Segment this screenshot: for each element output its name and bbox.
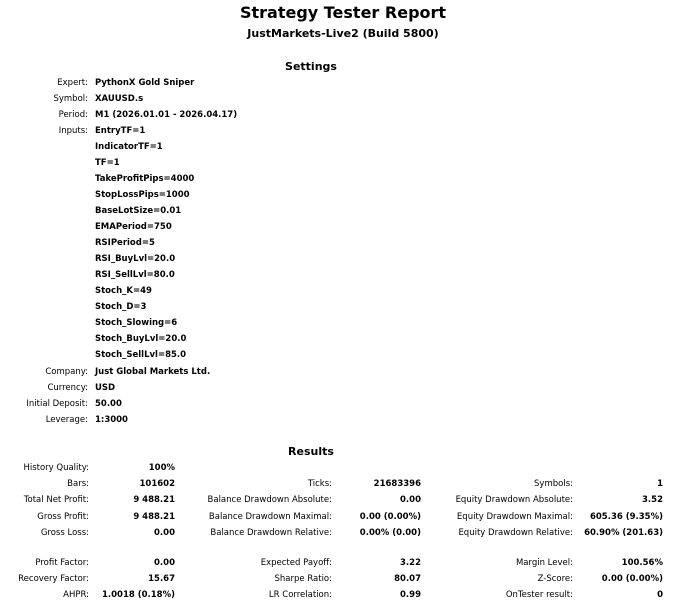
result-label: Equity Drawdown Relative: bbox=[458, 528, 573, 538]
result-label: Z-Score: bbox=[537, 574, 573, 584]
result-value: 0.00 bbox=[400, 495, 421, 505]
result-value: 60.90% (201.63) bbox=[584, 528, 663, 538]
currency-label: Currency: bbox=[47, 383, 88, 393]
result-label: Recovery Factor: bbox=[18, 574, 89, 584]
input-rsi-buylvl: RSI_BuyLvl=20.0 bbox=[95, 254, 176, 264]
result-label: Margin Level: bbox=[515, 558, 573, 568]
expert-value: PythonX Gold Sniper bbox=[95, 78, 195, 88]
result-value: 1 bbox=[657, 479, 663, 489]
input-entrytf: EntryTF=1 bbox=[95, 126, 146, 136]
period-value: M1 (2026.01.01 - 2026.04.17) bbox=[95, 110, 238, 120]
result-label: OnTester result: bbox=[505, 590, 573, 600]
input-rsi-selllvl: RSI_SellLvl=80.0 bbox=[95, 270, 175, 280]
result-label: Equity Drawdown Absolute: bbox=[455, 495, 573, 505]
result-value: 0.00 bbox=[154, 528, 175, 538]
inputs-label: Inputs: bbox=[58, 126, 88, 136]
input-baselotsize: BaseLotSize=0.01 bbox=[95, 206, 182, 216]
result-label: Balance Drawdown Maximal: bbox=[208, 512, 332, 522]
result-value: 101602 bbox=[139, 479, 175, 489]
result-label: Balance Drawdown Absolute: bbox=[207, 495, 332, 505]
results-heading: Results bbox=[288, 445, 334, 458]
result-value: 0.00 bbox=[154, 558, 175, 568]
expert-label: Expert: bbox=[57, 78, 88, 88]
leverage-value: 1:3000 bbox=[95, 415, 128, 425]
input-indicatortf: IndicatorTF=1 bbox=[95, 142, 163, 152]
input-stoch-k: Stoch_K=49 bbox=[95, 286, 152, 296]
result-value: 1.0018 (0.18%) bbox=[101, 590, 175, 600]
results-row bbox=[0, 479, 686, 493]
result-value: 9 488.21 bbox=[133, 512, 175, 522]
result-value: 80.07 bbox=[394, 574, 421, 584]
deposit-value: 50.00 bbox=[95, 399, 122, 409]
result-label: Sharpe Ratio: bbox=[274, 574, 332, 584]
period-label: Period: bbox=[58, 110, 88, 120]
history-quality-label: History Quality: bbox=[23, 463, 89, 473]
report-title: Strategy Tester Report bbox=[239, 3, 447, 22]
result-label: Balance Drawdown Relative: bbox=[210, 528, 332, 538]
result-label: Bars: bbox=[67, 479, 89, 489]
leverage-label: Leverage: bbox=[45, 415, 88, 425]
results-row bbox=[0, 590, 686, 604]
result-value: 15.67 bbox=[148, 574, 175, 584]
result-value: 3.22 bbox=[400, 558, 421, 568]
company-label: Company: bbox=[45, 367, 88, 377]
result-label: Total Net Profit: bbox=[23, 495, 89, 505]
result-value: 100.56% bbox=[621, 558, 663, 568]
history-quality-value: 100% bbox=[148, 463, 175, 473]
input-tf: TF=1 bbox=[95, 158, 120, 168]
result-value: 0.99 bbox=[400, 590, 421, 600]
result-label: Equity Drawdown Maximal: bbox=[456, 512, 573, 522]
result-value: 0 bbox=[657, 590, 663, 600]
symbol-label: Symbol: bbox=[53, 94, 88, 104]
currency-value: USD bbox=[95, 383, 116, 393]
results-row bbox=[0, 495, 686, 509]
input-stoch-selllvl: Stoch_SellLvl=85.0 bbox=[95, 350, 187, 360]
result-label: Profit Factor: bbox=[35, 558, 89, 568]
result-label: LR Correlation: bbox=[268, 590, 332, 600]
result-value: 0.00 (0.00%) bbox=[601, 574, 663, 584]
deposit-label: Initial Deposit: bbox=[26, 399, 88, 409]
results-row bbox=[0, 574, 686, 588]
result-label: Expected Payoff: bbox=[260, 558, 332, 568]
input-stoplosspips: StopLossPips=1000 bbox=[95, 190, 190, 200]
report-subtitle: JustMarkets-Live2 (Build 5800) bbox=[247, 27, 439, 40]
settings-heading: Settings bbox=[285, 60, 337, 73]
result-label: Symbols: bbox=[534, 479, 573, 489]
symbol-value: XAUUSD.s bbox=[95, 94, 144, 104]
result-value: 0.00 (0.00%) bbox=[359, 512, 421, 522]
results-row bbox=[0, 528, 686, 542]
result-label: Gross Profit: bbox=[37, 512, 89, 522]
results-row bbox=[0, 558, 686, 572]
input-rsiperiod: RSIPeriod=5 bbox=[95, 238, 155, 248]
input-takeprofitpips: TakeProfitPips=4000 bbox=[95, 174, 195, 184]
result-value: 21683396 bbox=[373, 479, 421, 489]
input-stoch-buylvl: Stoch_BuyLvl=20.0 bbox=[95, 334, 187, 344]
input-stoch-slowing: Stoch_Slowing=6 bbox=[95, 318, 178, 328]
result-label: AHPR: bbox=[63, 590, 89, 600]
result-value: 9 488.21 bbox=[133, 495, 175, 505]
input-emaperiod: EMAPeriod=750 bbox=[95, 222, 172, 232]
result-value: 0.00% (0.00) bbox=[359, 528, 421, 538]
history-quality-row bbox=[0, 463, 686, 477]
result-label: Gross Loss: bbox=[40, 528, 89, 538]
results-row bbox=[0, 512, 686, 526]
result-value: 605.36 (9.35%) bbox=[589, 512, 663, 522]
result-value: 3.52 bbox=[642, 495, 663, 505]
input-stoch-d: Stoch_D=3 bbox=[95, 302, 147, 312]
company-value: Just Global Markets Ltd. bbox=[95, 367, 211, 377]
result-label: Ticks: bbox=[307, 479, 332, 489]
